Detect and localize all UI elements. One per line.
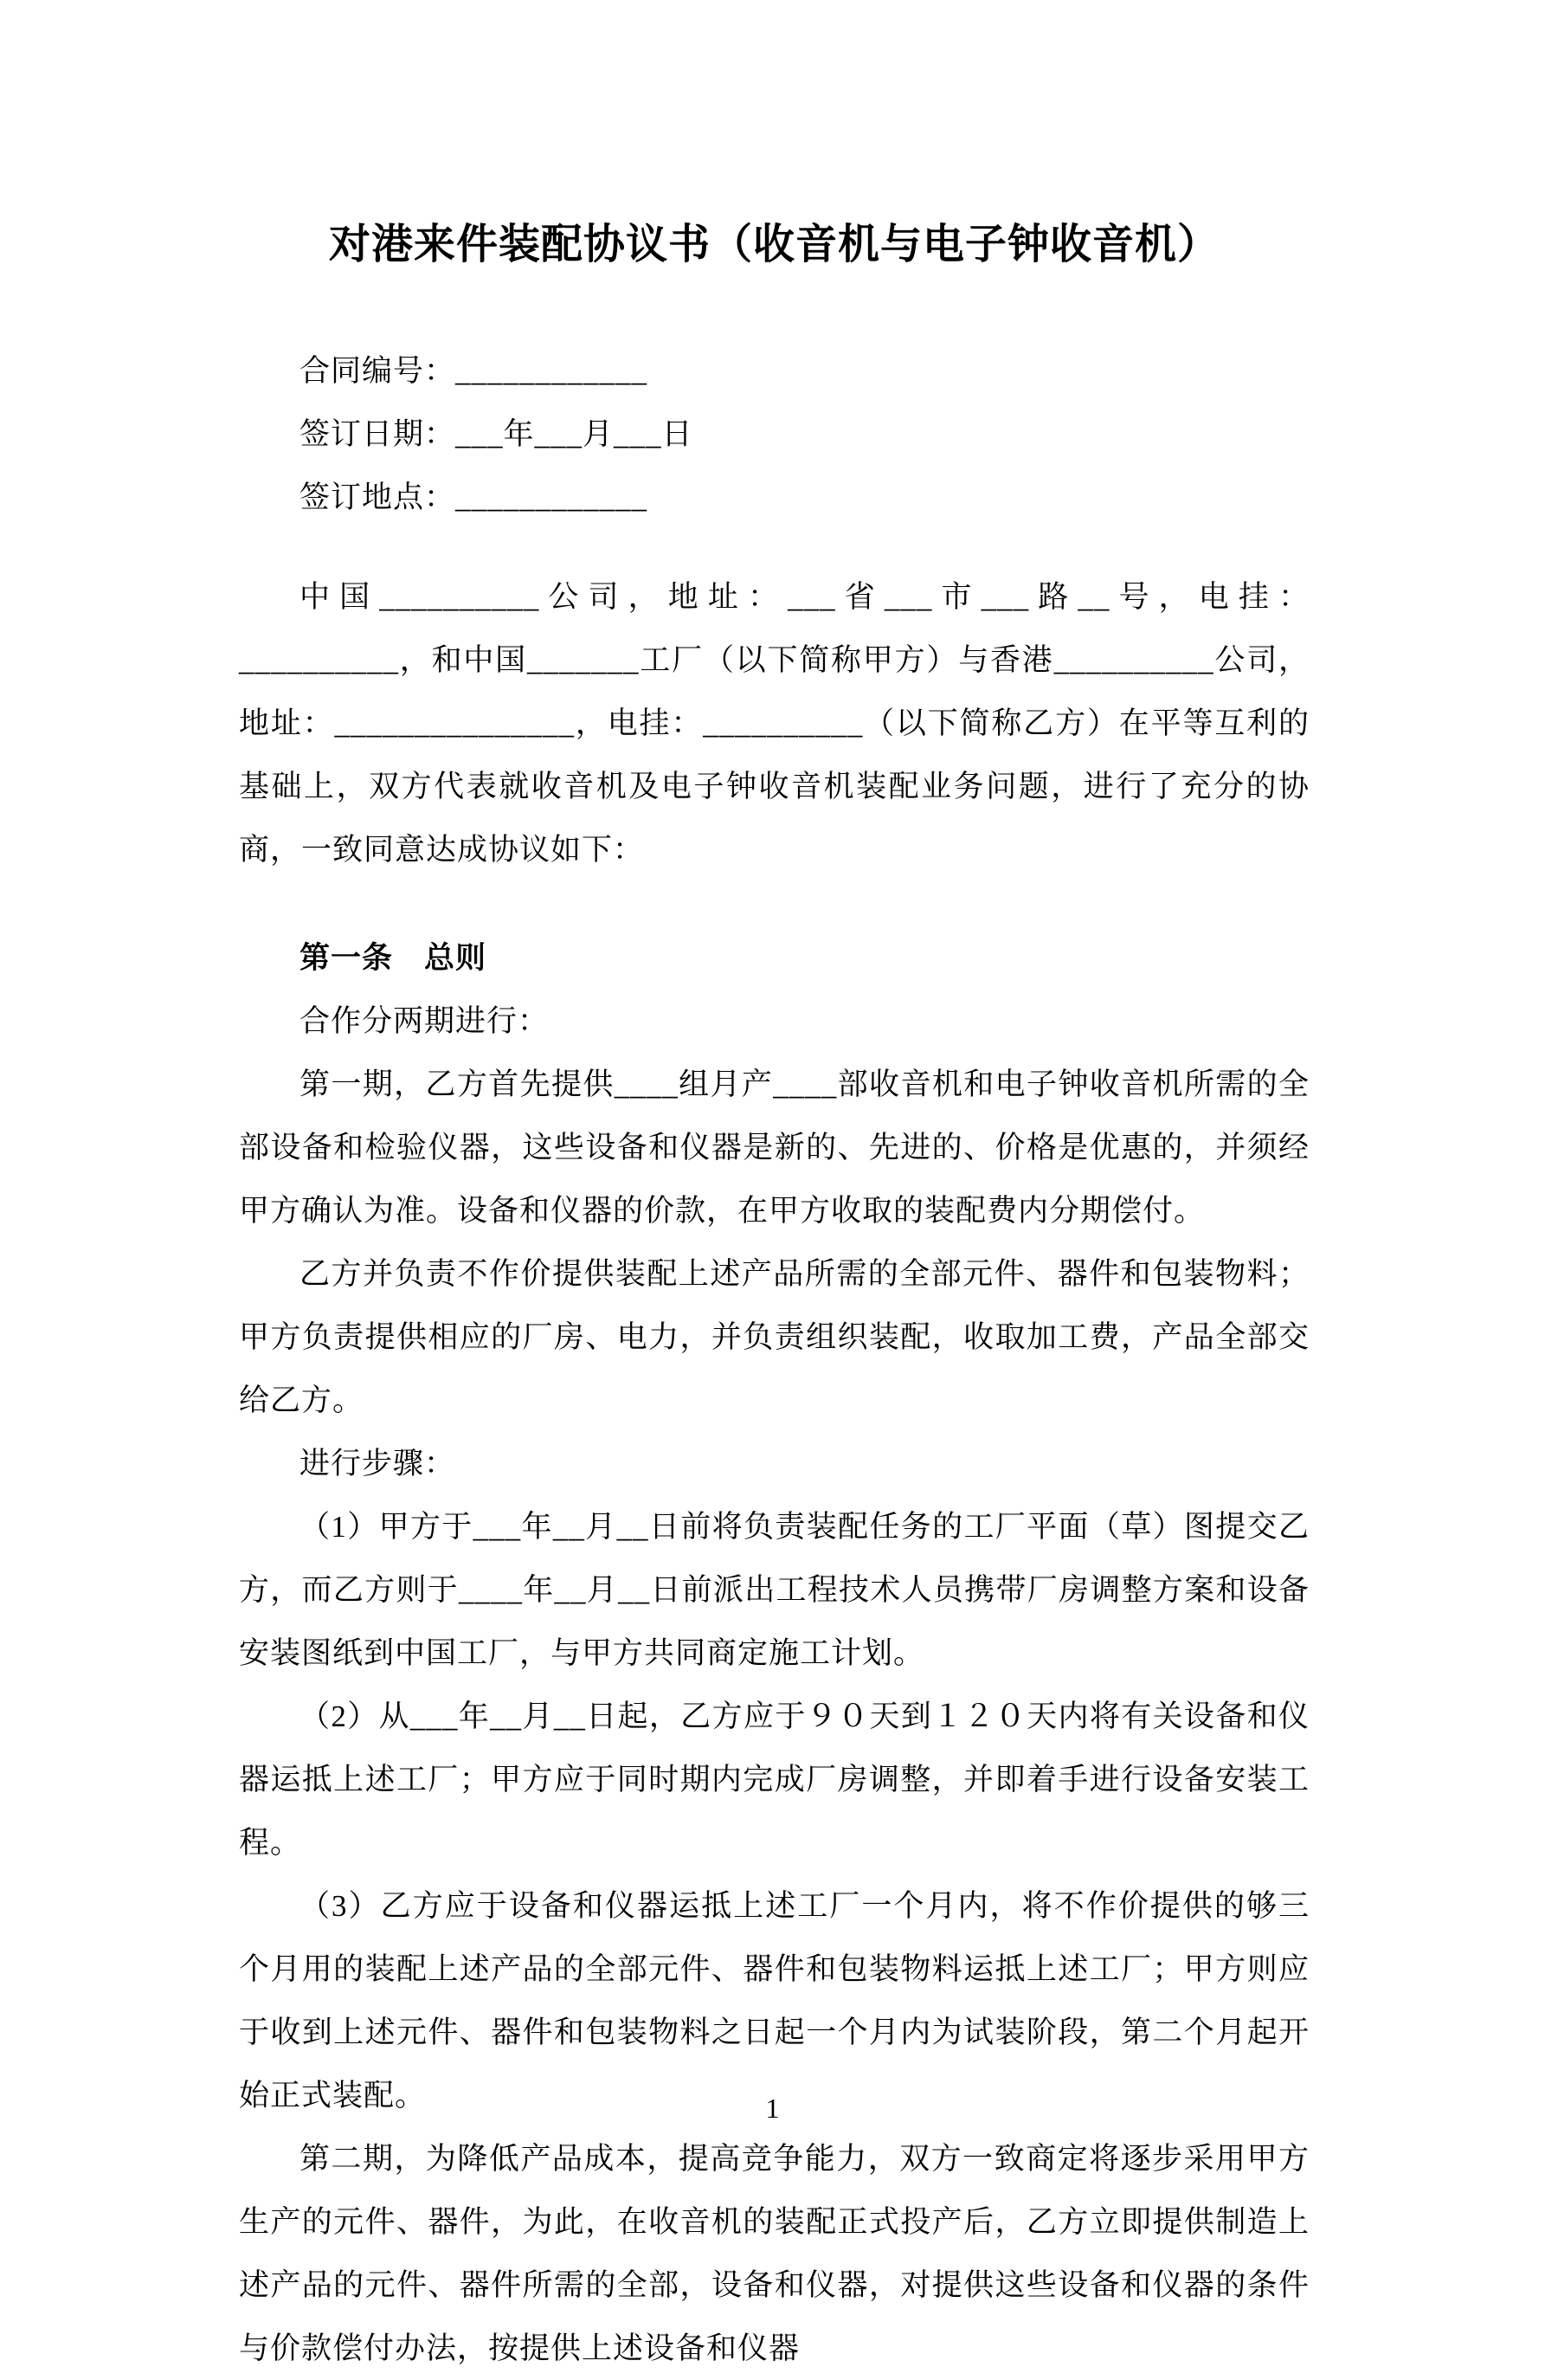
signing-place-line: 签订地点：____________ bbox=[299, 481, 648, 515]
body-paragraph-step-2: （2）从___年__月__日起，乙方应于９０天到１２０天内将有关设备和仪器运抵上述工厂；甲方应于同时期内完成厂房调整，并即着手进行设备安装工程。 bbox=[239, 1700, 1310, 1861]
signing-date-line: 签订日期：___年___月___日 bbox=[299, 417, 693, 452]
document-title: 对港来件装配协议书（收音机与电子钟收音机） bbox=[328, 222, 1220, 268]
page-number: 1 bbox=[765, 2093, 780, 2124]
body-paragraph-cooperation: 合作分两期进行： bbox=[299, 1004, 550, 1039]
body-paragraph-step-3: （3）乙方应于设备和仪器运抵上述工厂一个月内，将不作价提供的够三个月用的装配上述产品的全部元件、器件和包装物料运抵上述工厂；甲方则应于收到上述元件、器件和包装物料之日起一个月内为试装阶段，第二个月起开始正式装配。 bbox=[239, 1889, 1310, 2113]
meta-block bbox=[239, 339, 1310, 529]
body-paragraph-phase-2: 第二期，为降低产品成本，提高竞争能力，双方一致商定将逐步采用甲方生产的元件、器件，为此，在收音机的装配正式投产后，乙方立即提供制造上述产品的元件、器件所需的全部，设备和仪器，对提供这些设备和仪器的条件与价款偿付办法，按提供上述设备和仪器 bbox=[239, 2142, 1310, 2366]
body-paragraph-steps-label: 进行步骤： bbox=[299, 1447, 456, 1481]
body-paragraph-party-b-obligations: 乙方并负责不作价提供装配上述产品所需的全部元件、器件和包装物料；甲方负责提供相应的厂房、电力，并负责组织装配，收取加工费，产品全部交给乙方。 bbox=[239, 1257, 1310, 1418]
intro-paragraph: 中国__________公司，地址：___省___市___路__号，电挂：__________，和中国_______工厂（以下简称甲方）与香港__________公司，地址：_______________，电挂：__________（以下简称乙方）在平等互利的基础上，双方代表就收音机及电子钟收音机装配业务问题，进行了充分的协商，一致同意达成协议如下： bbox=[239, 580, 1310, 868]
body-paragraph-step-1: （1）甲方于___年__月__日前将负责装配任务的工厂平面（草）图提交乙方，而乙方则于____年__月__日前派出工程技术人员携带厂房调整方案和设备安装图纸到中国工厂，与甲方共同商定施工计划。 bbox=[239, 1510, 1310, 1671]
section-1-heading: 第一条 总则 bbox=[299, 941, 487, 976]
contract-number-line: 合同编号：____________ bbox=[299, 354, 648, 389]
body-paragraph-phase-1: 第一期，乙方首先提供____组月产____部收音机和电子钟收音机所需的全部设备和检验仪器，这些设备和仪器是新的、先进的、价格是优惠的，并须经甲方确认为准。设备和仪器的价款，在甲方收取的装配费内分期偿付。 bbox=[239, 1067, 1310, 1229]
